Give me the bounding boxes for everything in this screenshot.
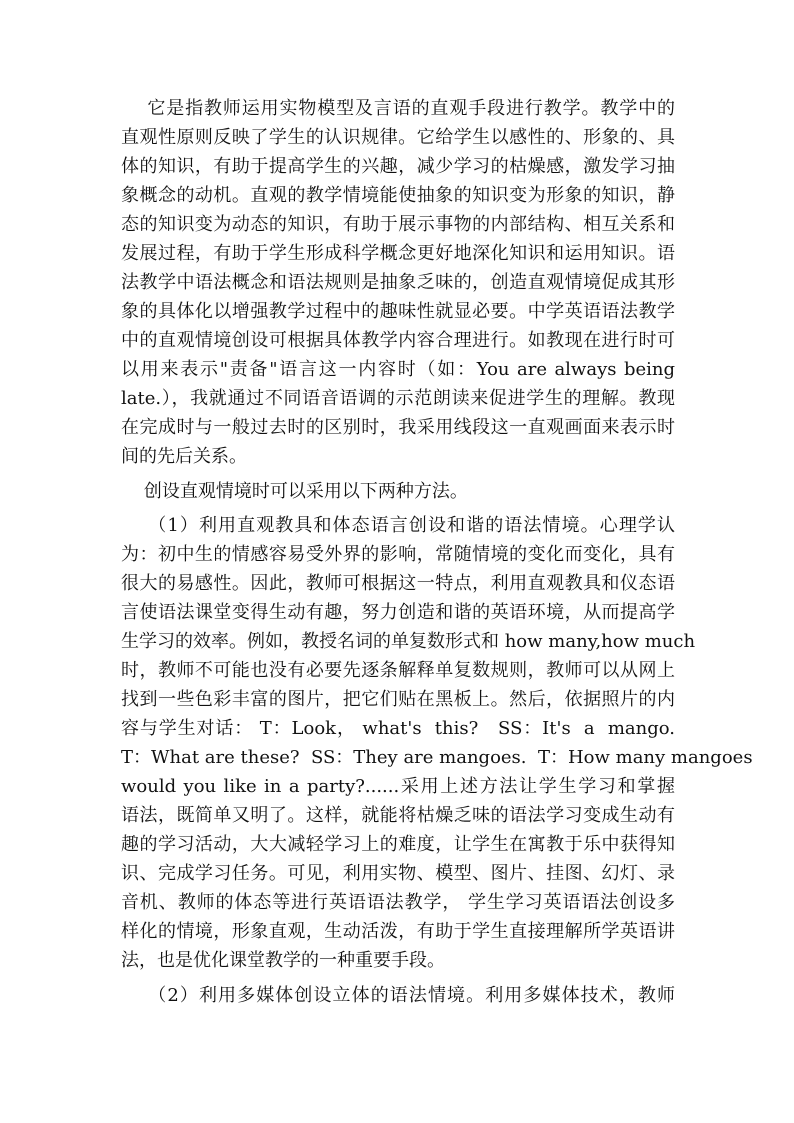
text-line: 趣的学习活动，大大减轻学习上的难度，让学生在寓教于乐中获得知 bbox=[121, 834, 675, 855]
text-line: 象的具体化以增强教学过程中的趣味性就显必要。中学英语语法教学 bbox=[121, 301, 675, 322]
dialogue-line: T：What are these? SS：They are mangoes. T：How many mangoes bbox=[121, 747, 753, 768]
text-line: 为：初中生的情感容易受外界的影响，常随情境的变化而变化，具有 bbox=[121, 544, 675, 565]
text-line: 言使语法课堂变得生动有趣，努力创造和谐的英语环境，从而提高学 bbox=[121, 602, 675, 623]
dialogue-line: would you like in a party?......采用上述方法让学生学习和掌握 bbox=[121, 776, 675, 797]
text-line: 找到一些色彩丰富的图片，把它们贴在黑板上。然后，依据照片的内 bbox=[121, 689, 675, 710]
text-line: 体的知识，有助于提高学生的兴趣，减少学习的枯燥感，激发学习抽 bbox=[121, 156, 675, 177]
text-line: 音机、教师的体态等进行英语语法教学， 学生学习英语语法创设多 bbox=[121, 892, 675, 913]
text-line: 它是指教师运用实物模型及言语的直观手段进行教学。教学中的 bbox=[121, 98, 675, 119]
text-line: 法，也是优化课堂教学的一种重要手段。 bbox=[121, 950, 445, 971]
text-line: 发展过程，有助于学生形成科学概念更好地深化知识和运用知识。语 bbox=[121, 243, 675, 264]
text-line: 中的直观情境创设可根据具体教学内容合理进行。如教现在进行时可 bbox=[121, 330, 675, 351]
text-line: 时，教师不可能也没有必要先逐条解释单复数规则，教师可以从网上 bbox=[121, 660, 675, 681]
text-line: 以用来表示"责备"语言这一内容时（如：You are always being bbox=[121, 359, 675, 380]
text-line: 识、完成学习任务。可见，利用实物、模型、图片、挂图、幻灯、录 bbox=[121, 863, 675, 884]
text-line: 语法，既简单又明了。这样，就能将枯燥乏味的语法学习变成生动有 bbox=[121, 805, 675, 826]
text-line: 样化的情境，形象直观，生动活泼，有助于学生直接理解所学英语讲 bbox=[121, 921, 675, 942]
text-line: 象概念的动机。直观的教学情境能使抽象的知识变为形象的知识，静 bbox=[121, 185, 675, 206]
method-1-heading-line: （1）利用直观教具和体态语言创设和谐的语法情境。心理学认 bbox=[121, 515, 675, 536]
text-line: 在完成时与一般过去时的区别时，我采用线段这一直观画面来表示时 bbox=[121, 417, 675, 438]
dialogue-line: 容与学生对话： T：Look， what's this? SS：It's a mango. bbox=[121, 718, 675, 739]
text-line: 间的先后关系。 bbox=[121, 446, 247, 467]
text-line: 生学习的效率。例如，教授名词的单复数形式和 how many,how much bbox=[121, 631, 696, 652]
method-2-heading-line: （2）利用多媒体创设立体的语法情境。利用多媒体技术，教师 bbox=[121, 985, 675, 1006]
section-intro-line: 创设直观情境时可以采用以下两种方法。 bbox=[121, 481, 468, 502]
text-line: 态的知识变为动态的知识，有助于展示事物的内部结构、相互关系和 bbox=[121, 214, 675, 235]
text-line: 很大的易感性。因此，教师可根据这一特点，利用直观教具和仪态语 bbox=[121, 573, 675, 594]
text-line: 法教学中语法概念和语法规则是抽象乏味的，创造直观情境促成其形 bbox=[121, 272, 675, 293]
text-line: 直观性原则反映了学生的认识规律。它给学生以感性的、形象的、具 bbox=[121, 127, 675, 148]
text-line: late.），我就通过不同语音语调的示范朗读来促进学生的理解。教现 bbox=[121, 388, 675, 409]
